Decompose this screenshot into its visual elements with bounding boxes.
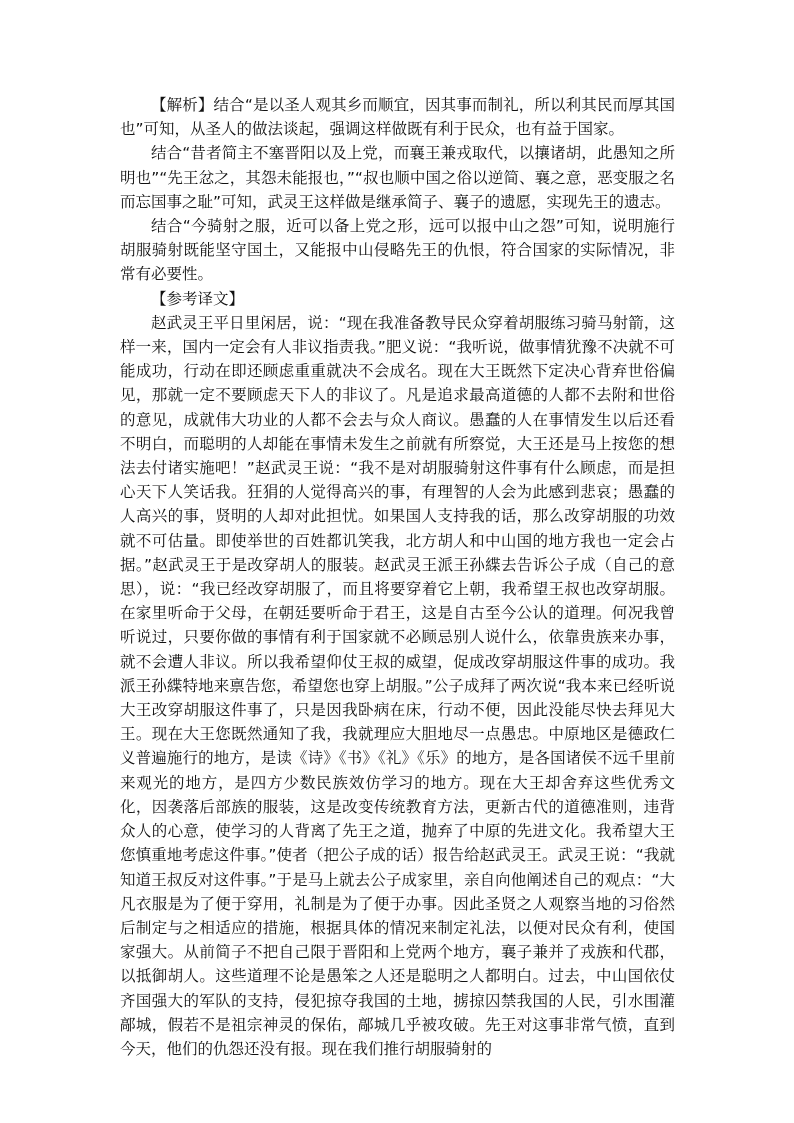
analysis-paragraph-1-text: 结合“是以圣人观其乡而顺宜，因其事而制礼，所以利其民而厚其国也”可知，从圣人的做法谈起，强调这样做既有利于民众，也有益于国家。 [120, 96, 675, 139]
analysis-paragraph-1 [120, 93, 675, 141]
document-body [120, 93, 675, 1061]
translation-paragraph: 赵武灵王平日里闲居，说：“现在我准备教导民众穿着胡服练习骑马射箭，这样一来，国内一定会有人非议指责我。”肥义说：“我听说，做事情犹豫不决就不可能成功，行动在即还顾虑重重就决不会成名。现在大王既然下定决心背弃世俗偏见，那就一定不要顾虑天下人的非议了。凡是追求最高道德的人都不去附和世俗的意见，成就伟大功业的人都不会去与众人商议。愚蠢的人在事情发生以后还看不明白，而聪明的人却能在事情未发生之前就有所察觉，大王还是马上按您的想法去付诸实施吧！”赵武灵王说：“我不是对胡服骑射这件事有什么顾虑，而是担心天下人笑话我。狂狷的人觉得高兴的事，有理智的人会为此感到悲哀；愚蠢的人高兴的事，贤明的人却对此担忧。如果国人支持我的话，那么改穿胡服的功效就不可估量。即使举世的百姓都讥笑我，北方胡人和中山国的地方我也一定会占据。”赵武灵王于是改穿胡人的服装。赵武灵王派王孙緤去告诉公子成（自己的意思），说：“我已经改穿胡服了，而且将要穿着它上朝，我希望王叔也改穿胡服。在家里听命于父母，在朝廷要听命于君王，这是自古至今公认的道理。何况我曾听说过，只要你做的事情有利于国家就不必顾忌别人说什么，依靠贵族来办事，就不会遭人非议。所以我希望仰仗王叔的威望，促成改穿胡服这件事的成功。我派王孙緤特地来禀告您，希望您也穿上胡服。”公子成拜了两次说“我本来已经听说大王改穿胡服这件事了，只是因我卧病在床，行动不便，因此没能尽快去拜见大王。现在大王您既然通知了我，我就理应大胆地尽一点愚忠。中原地区是德政仁义普遍施行的地方，是读《诗》《书》《礼》《乐》的地方，是各国诸侯不远千里前来观光的地方，是四方少数民族效仿学习的地方。现在大王却舍弃这些优秀文化，因袭落后部族的服装，这是改变传统教育方法，更新古代的道德准则，违背众人的心意，使学习的人背离了先王之道，抛弃了中原的先进文化。我希望大王您慎重地考虑这件事。”使者（把公子成的话）报告给赵武灵王。武灵王说：“我就知道王叔反对这件事。”于是马上就去公子成家里，亲自向他阐述自己的观点：“大凡衣服是为了便于穿用，礼制是为了便于办事。因此圣贤之人观察当地的习俗然后制定与之相适应的措施，根据具体的情况来制定礼法，以便对民众有利，使国家强大。从前简子不把自己限于晋阳和上党两个地方，襄子兼并了戎族和代郡，以抵御胡人。这些道理不论是愚笨之人还是聪明之人都明白。过去，中山国依仗齐国强大的军队的支持，侵犯掠夺我国的土地，掳掠囚禁我国的人民，引水围灌鄗城，假若不是祖宗神灵的保佑，鄗城几乎被攻破。先王对这事非常气愤，直到今天，他们的仇怨还没有报。现在我们推行胡服骑射的 [120, 313, 675, 1058]
analysis-heading: 【解析】 [151, 96, 214, 114]
translation-heading: 【参考译文】 [151, 289, 245, 308]
analysis-paragraph-2: 结合“昔者简主不塞晋阳以及上党，而襄王兼戎取代，以攘诸胡，此愚知之所明也”“先王忿之，其怨未能报也，”“叔也顺中国之俗以逆简、襄之意，恶变服之名而忘国事之耻”可知，武灵王这样做是继承简子、襄子的遗愿，实现先王的遗志。 [120, 144, 675, 211]
analysis-paragraph-3: 结合“今骑射之服，近可以备上党之形，远可以报中山之怨”可知，说明施行胡服骑射既能坚守国土，又能报中山侵略先王的仇恨，符合国家的实际情况，非常有必要性。 [120, 217, 675, 284]
